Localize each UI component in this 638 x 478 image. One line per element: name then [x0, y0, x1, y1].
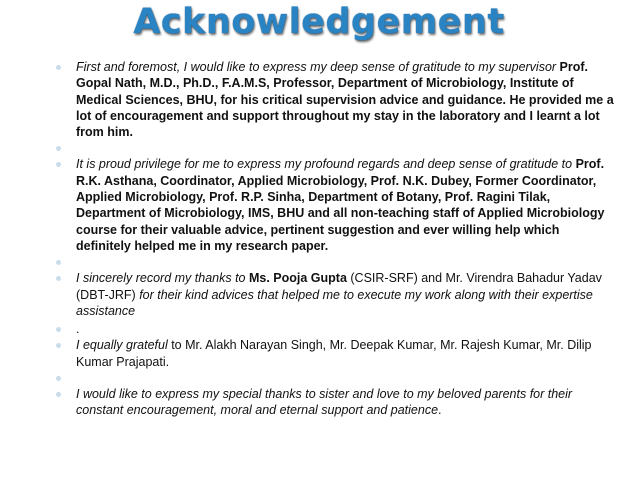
empty-bullet	[56, 370, 616, 386]
paragraph-lead: I equally grateful	[76, 338, 168, 353]
empty-bullet	[56, 254, 616, 270]
bullet-icon	[56, 162, 61, 167]
acknowledgement-list	[56, 59, 616, 419]
paragraph-bold: Prof. Gopal Nath, M.D., Ph.D., F.A.M.S, Professor, Department of Microbiology, Institute of Medical Sciences, BHU, for his critical supervision advice and guidance. He provided me a lot of encouragement and support throughout my stay in the laboratory and I learnt a lot from him.	[76, 60, 614, 140]
bullet-icon	[56, 65, 61, 70]
paragraph-coordinators	[56, 156, 616, 254]
paragraph-plain: to Mr. Alakh Narayan Singh, Mr. Deepak Kumar, Mr. Rajesh Kumar, Mr. Dilip Kumar Prajapati.	[76, 338, 592, 369]
bullet-icon	[56, 343, 61, 348]
paragraph-bold: Prof. R.K. Asthana, Coordinator, Applied Microbiology, Prof. N.K. Dubey, Former Coordinator, Applied Microbiology, Prof. R.P. Sinha, Department of Botany, Prof. Ragini Tilak, Department of Microbiology, IMS, BHU and all non-teaching staff of Applied Microbiology course for their valuable advice, pertinent suggestion and ever willing help which definitely helped me in my research paper.	[76, 157, 605, 253]
paragraph-dot	[56, 321, 616, 337]
paragraph-plain: (CSIR-SRF) and Mr. Virendra Bahadur Yadav (DBT-JRF)	[76, 271, 602, 302]
paragraph-grateful	[56, 337, 616, 370]
paragraph-lead: I sincerely record my thanks to	[76, 271, 249, 286]
paragraph-colleagues	[56, 270, 616, 319]
paragraph-tail: for their kind advices that helped me to execute my work along with their expertise assistance	[76, 287, 593, 318]
bullet-icon	[56, 146, 61, 151]
paragraph-plain: .	[76, 322, 80, 337]
empty-bullet	[56, 140, 616, 156]
bullet-icon	[56, 260, 61, 265]
bullet-icon	[56, 392, 61, 397]
paragraph-lead: I would like to express my special thanks to sister and love to my beloved parents for their constant encouragement, moral and eternal support and patience	[76, 387, 573, 418]
bullet-icon	[56, 327, 61, 332]
paragraph-family	[56, 386, 616, 419]
paragraph-plain: .	[438, 403, 442, 418]
bullet-icon	[56, 376, 61, 381]
paragraph-lead: It is proud privilege for me to express my profound regards and deep sense of gratitude to	[76, 157, 573, 172]
paragraph-supervisor	[56, 59, 616, 140]
paragraph-bold-name: Ms. Pooja Gupta	[248, 271, 347, 286]
paragraph-lead: First and foremost, I would like to express my deep sense of gratitude to my supervisor	[76, 60, 557, 74]
page-title: Acknowledgement	[133, 2, 505, 42]
bullet-icon	[56, 276, 61, 281]
